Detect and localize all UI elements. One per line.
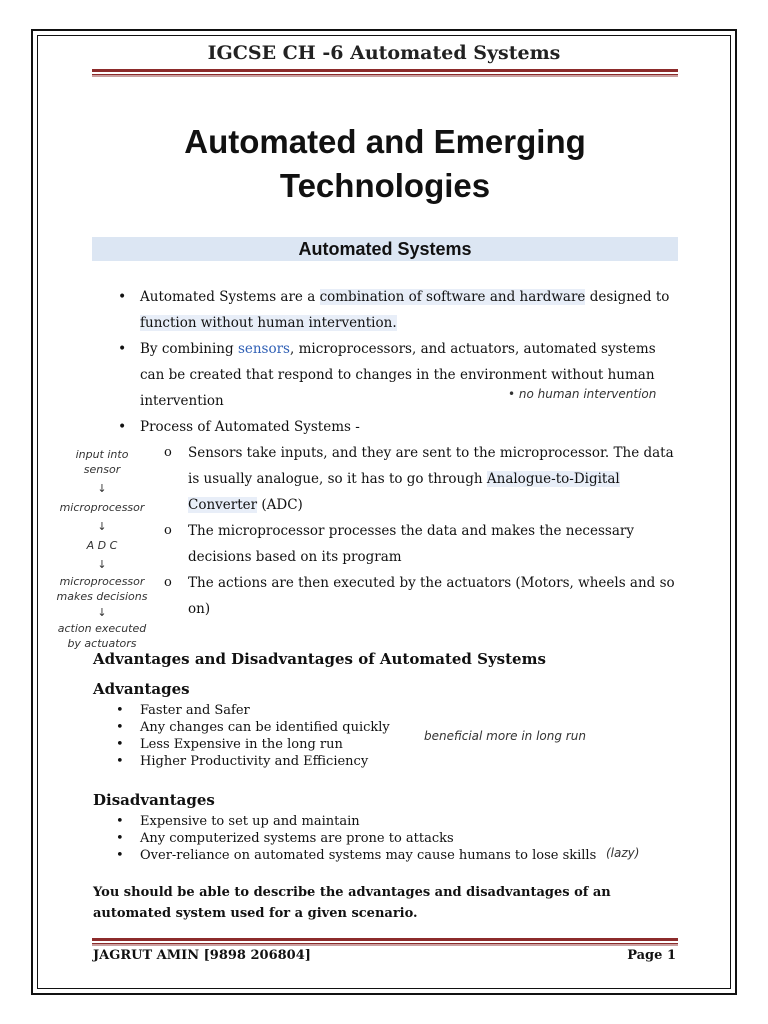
flow-arrow: ↓	[97, 482, 107, 495]
flow-step: action executed by actuators	[57, 622, 147, 650]
disadvantages-list	[116, 813, 596, 864]
list-item: • Less Expensive in the long run	[116, 736, 390, 753]
sub-item: o Sensors take inputs, and they are sent to the microprocessor. The data is usually analogue, so it has to go through Analogue-to-Digital Converter (ADC)	[164, 440, 678, 518]
handwritten-flow	[48, 447, 156, 651]
note-beneficial: beneficial more in long run	[424, 729, 586, 743]
bullet-item: • By combining sensors, microprocessors, and actuators, automated systems can be created that respond to changes in the environment without human intervention	[118, 336, 678, 414]
list-item: • Over-reliance on automated systems may cause humans to lose skills	[116, 847, 596, 864]
flow-arrow: ↓	[97, 558, 107, 571]
sub-item: o The microprocessor processes the data and makes the necessary decisions based on its program	[164, 518, 678, 570]
flow-step: microprocessor makes decisions	[56, 575, 148, 603]
disadvantages-heading: Disadvantages	[93, 791, 215, 809]
sub-item: o The actions are then executed by the actuators (Motors, wheels and so on)	[164, 570, 678, 622]
flow-step: input into sensor	[75, 448, 129, 476]
list-item: • Any changes can be identified quickly	[116, 719, 390, 736]
flow-step: A D C	[86, 539, 118, 552]
footer-author: JAGRUT AMIN [9898 206804]	[93, 948, 311, 963]
list-item: • Expensive to set up and maintain	[116, 813, 596, 830]
section-title: Automated Systems	[92, 237, 678, 261]
header-title: IGCSE CH -6 Automated Systems	[207, 42, 561, 64]
closing-note: You should be able to describe the advantages and disadvantages of an automated system used for a given scenario.	[93, 885, 611, 921]
sub-list	[164, 440, 678, 622]
list-item: • Any computerized systems are prone to attacks	[116, 830, 596, 847]
note-no-human: • no human intervention	[508, 387, 657, 401]
footer-rule	[92, 938, 678, 946]
advantages-list	[116, 702, 390, 770]
page-title	[92, 120, 678, 208]
bullet-item: • Process of Automated Systems - o Sensors take inputs, and they are sent to the microprocessor. The data is usually analogue, so it has to go through Analogue-to-Digital Converter (ADC) o The microprocessor processes the data and makes the necessary decisions based on its program o The actions are then executed by the actuators (Motors, wheels and so on)	[118, 414, 678, 622]
bullet-list	[118, 284, 678, 622]
page-title-line1: Automated and Emerging	[184, 123, 586, 160]
advantages-heading: Advantages	[93, 680, 190, 698]
flow-arrow: ↓	[97, 606, 107, 619]
list-item: • Higher Productivity and Efficiency	[116, 753, 390, 770]
header-rule	[92, 69, 678, 77]
list-item: • Faster and Safer	[116, 702, 390, 719]
page-title-line2: Technologies	[279, 167, 491, 204]
flow-arrow: ↓	[97, 520, 107, 533]
adv-main-heading: Advantages and Disadvantages of Automated Systems	[93, 650, 546, 668]
page-number: Page 1	[627, 948, 676, 963]
bullet-item: • Automated Systems are a combination of software and hardware designed to function without human intervention.	[118, 284, 678, 336]
note-lazy: (lazy)	[606, 846, 640, 860]
flow-step: microprocessor	[59, 501, 145, 514]
